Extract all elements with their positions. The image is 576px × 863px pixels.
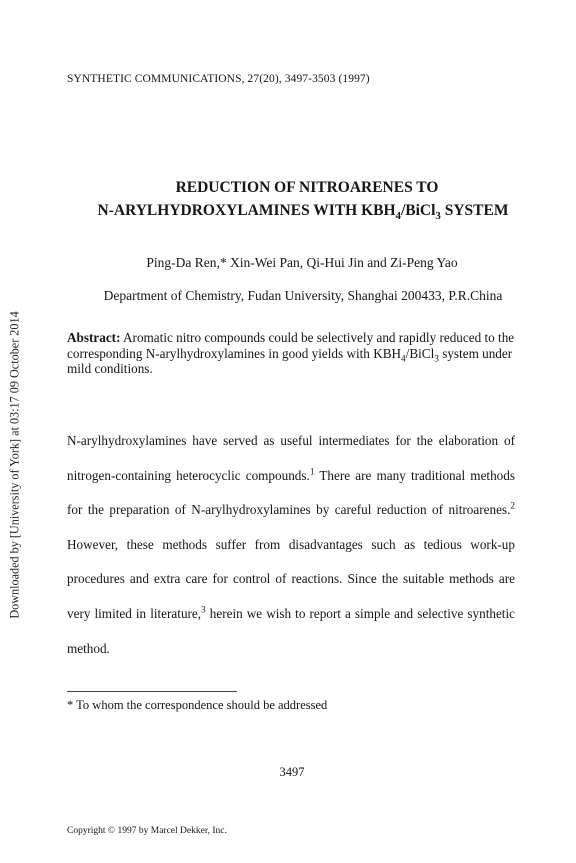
body-text: herein we wish to report a simple and selective synthetic method. bbox=[67, 605, 515, 656]
reference-marker: 2 bbox=[510, 500, 515, 511]
article-title-line-1: REDUCTION OF NITROARENES TO bbox=[175, 179, 439, 196]
affiliation: Department of Chemistry, Fudan University, Shanghai 200433, P.R.China bbox=[103, 288, 503, 303]
download-watermark: Downloaded by [University of York] at 03:17 09 October 2014 bbox=[7, 311, 22, 619]
abstract bbox=[67, 330, 519, 377]
body-text: N-arylhydroxylamines have served as useful intermediates for the elaboration of nitrogen-containing heterocyclic compounds. bbox=[67, 433, 515, 483]
copyright-notice: Copyright © 1997 by Marcel Dekker, Inc. bbox=[67, 826, 227, 836]
body-text: There are many traditional methods for the preparation of N-arylhydroxylamines by careful reduction of nitroarenes. bbox=[67, 467, 515, 518]
footnote-divider bbox=[67, 691, 237, 692]
reference-marker: 1 bbox=[309, 466, 315, 477]
reference-marker: 3 bbox=[201, 604, 206, 615]
title-text: N-ARYLHYDROXYLAMINES WITH KBH bbox=[97, 202, 396, 219]
abstract-text: system under mild conditions. bbox=[67, 345, 513, 376]
title-text: /BiCl bbox=[400, 202, 436, 219]
abstract-label: Abstract: bbox=[67, 330, 121, 345]
article-title-line-2 bbox=[0, 199, 576, 222]
abstract-text: Aromatic nitro compounds could be selectively and rapidly reduced to the corresponding N-arylhydroxylamines in good yields with KBH bbox=[67, 330, 515, 361]
body-paragraph bbox=[67, 424, 515, 666]
author-list: Ping-Da Ren,* Xin-Wei Pan, Qi-Hui Jin and Zi-Peng Yao bbox=[146, 255, 458, 270]
footnote: * To whom the correspondence should be addressed bbox=[67, 698, 328, 712]
abstract-subscript: 3 bbox=[434, 353, 439, 364]
journal-citation: SYNTHETIC COMMUNICATIONS, 27(20), 3497-3503 (1997) bbox=[67, 73, 370, 85]
title-subscript: 4 bbox=[395, 210, 401, 223]
title-subscript: 3 bbox=[435, 210, 441, 223]
abstract-subscript: 4 bbox=[401, 353, 406, 364]
page-number: 3497 bbox=[279, 765, 305, 779]
title-text: SYSTEM bbox=[440, 202, 509, 219]
abstract-text: /BiCl bbox=[405, 345, 435, 361]
body-text: However, these methods suffer from disadvantages such as tedious work-up procedures and extra care for control of reactions. Since the suitable methods are very limited in literature, bbox=[67, 536, 515, 621]
